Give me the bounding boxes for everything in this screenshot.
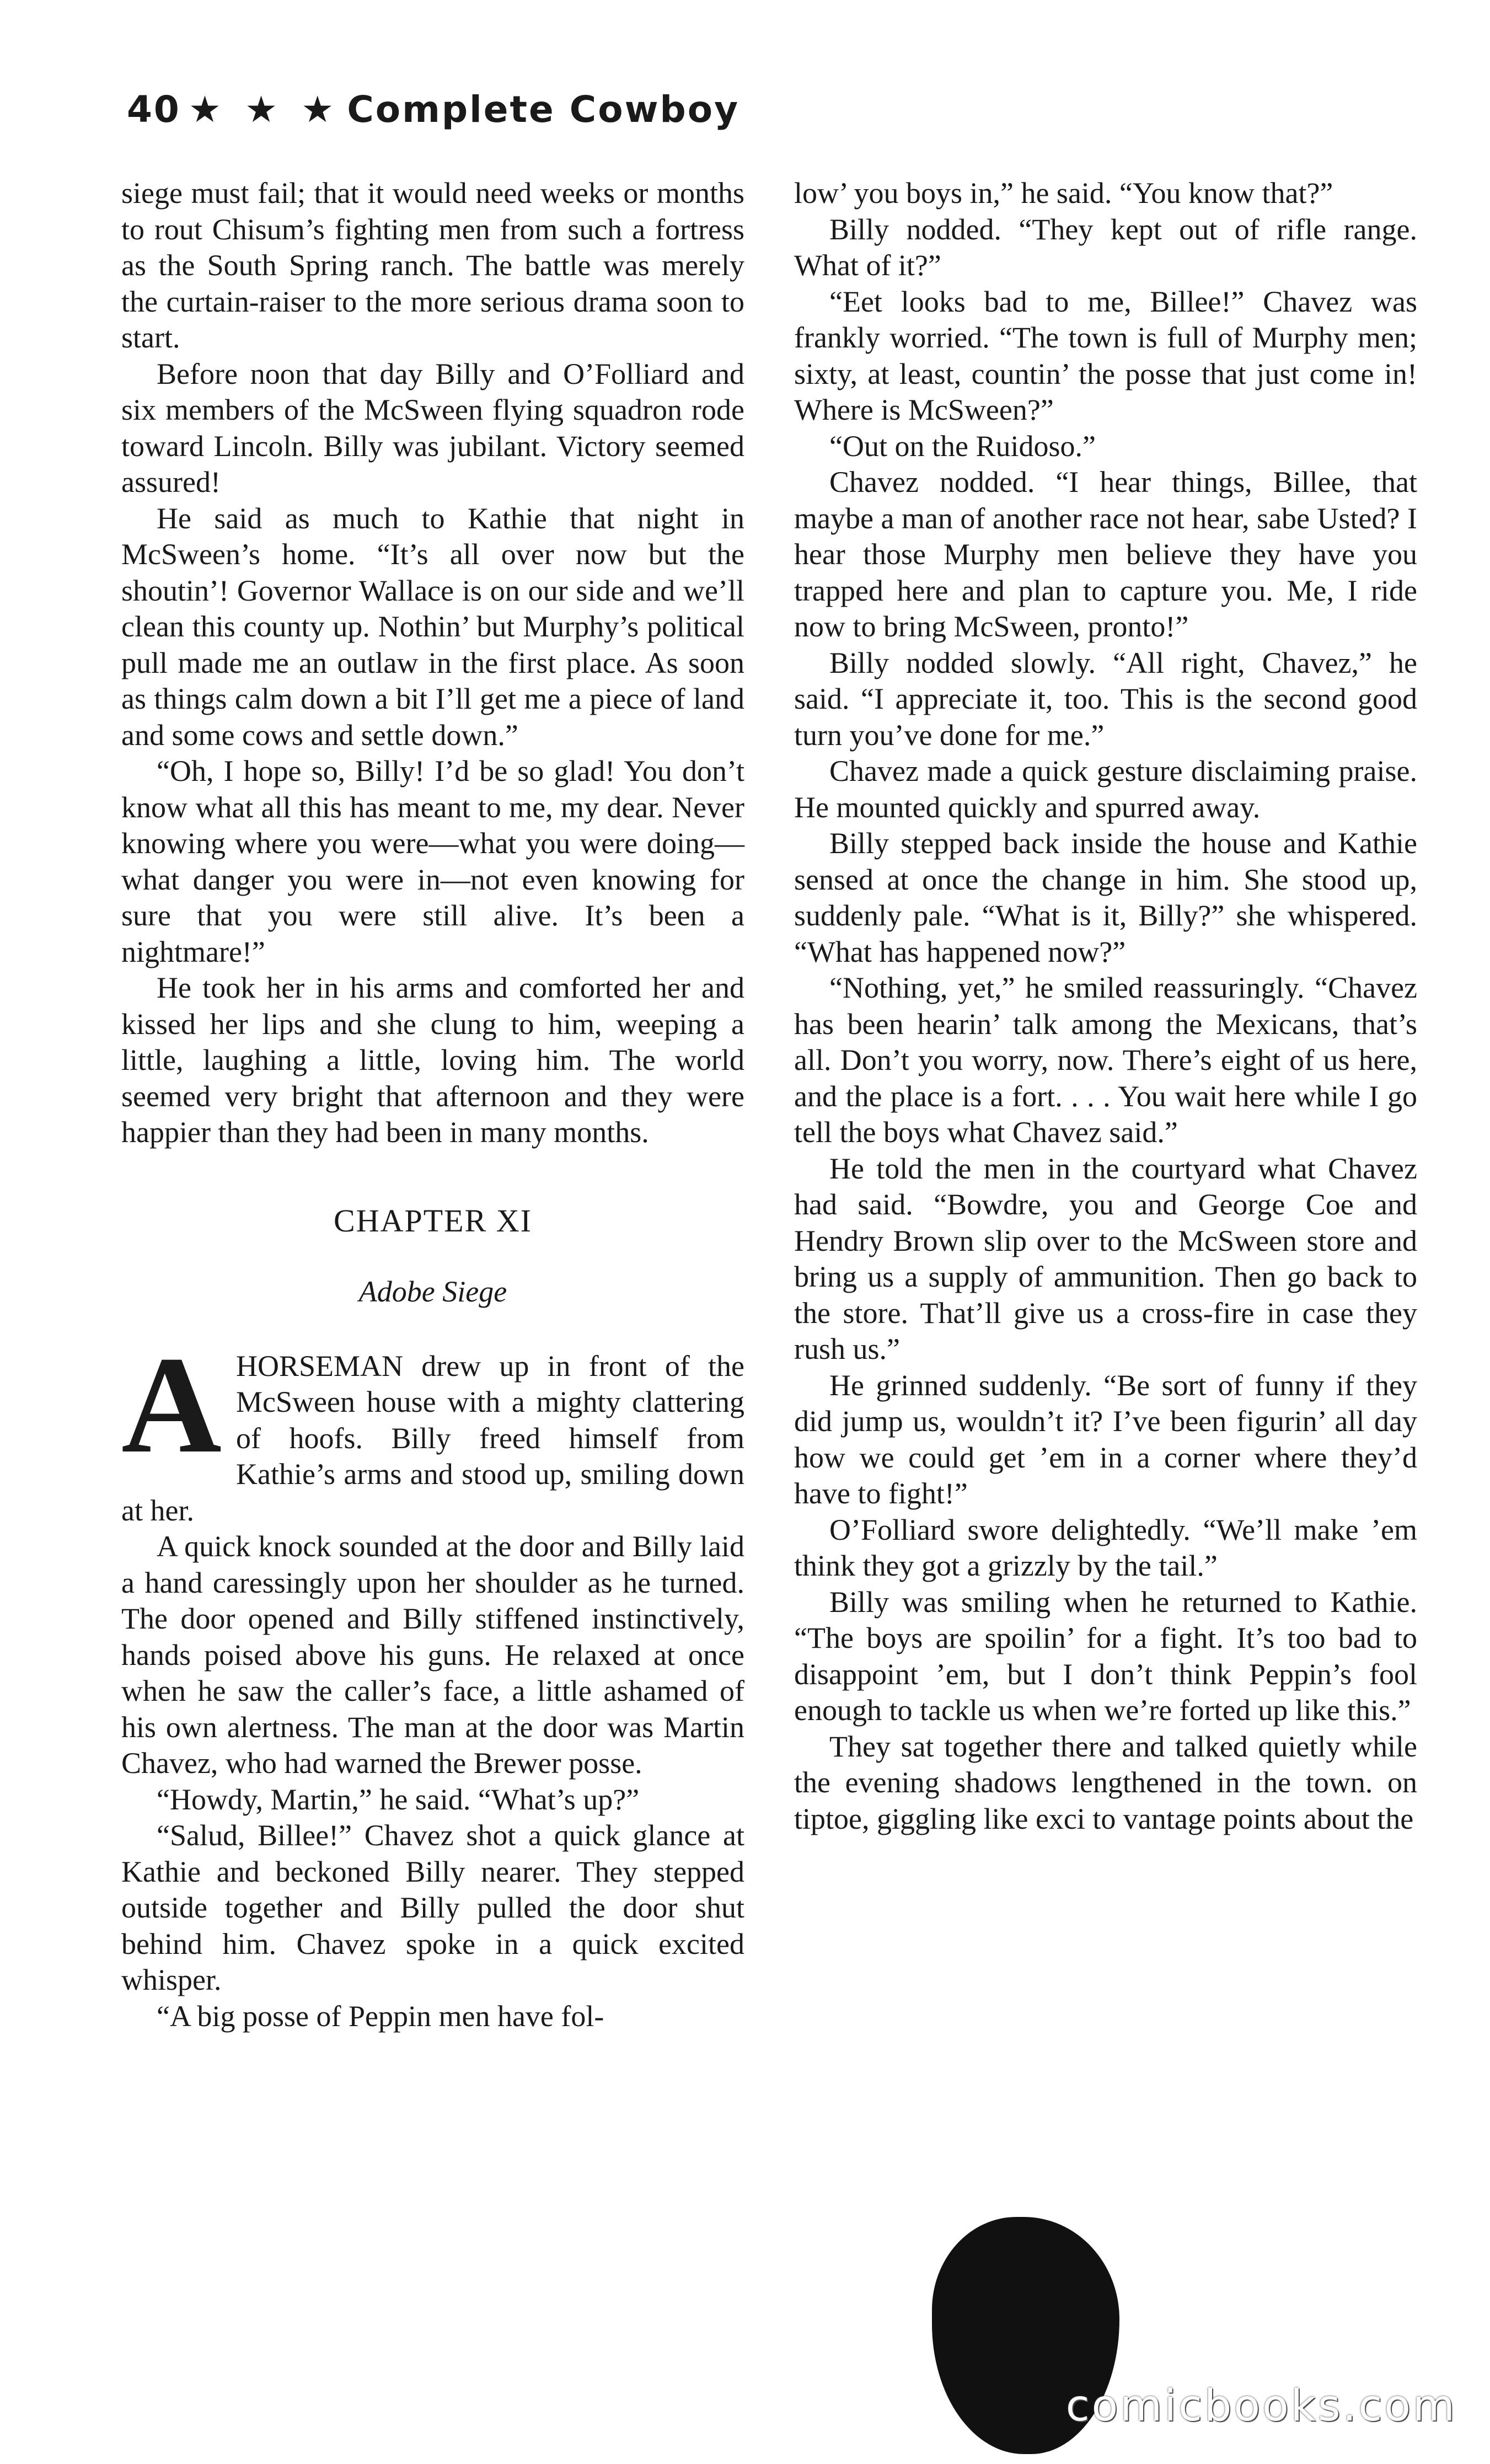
paragraph: “Salud, Billee!” Chavez shot a quick glance at Kathie and beckoned Billy nearer. They stepped outside together and Billy pulled the door shut behind him. Chavez spoke in a quick excited whisper.	[121, 1819, 744, 1996]
paragraph: Billy nodded slowly. “All right, Chavez,” he said. “I appreciate it, too. This is the second good turn you’ve done for me.”	[794, 646, 1417, 752]
paragraph: low’ you boys in,” he said. “You know that?”	[794, 176, 1333, 210]
page-header	[127, 88, 739, 131]
paragraph: He said as much to Kathie that night in McSween’s home. “It’s all over now but the shoutin’! Governor Wallace is on our side and we’ll clean this county up. Nothin’ but Murphy’s political pull made me an outlaw in the first place. As soon as things calm down a bit I’ll get me a piece of land and some cows and settle down.”	[121, 501, 744, 752]
paragraph: Billy was smiling when he returned to Kathie. “The boys are spoilin’ for a fight. It’s too bad to disappoint ’em, but I don’t think Peppin’s fool enough to tackle us when we’re forted up like this.”	[794, 1585, 1417, 1727]
watermark: comicbooks.com	[1065, 2381, 1457, 2431]
right-column	[794, 175, 1417, 1837]
paragraph: He took her in his arms and comforted her and kissed her lips and she clung to him, weeping a little, laughing a little, loving him. The world seemed very bright that afternoon and they were happier than they had been in many months.	[121, 971, 744, 1149]
stars-ornament: ★ ★ ★	[188, 88, 340, 131]
chapter-subtitle: Adobe Siege	[358, 1274, 507, 1308]
paragraph: “Howdy, Martin,” he said. “What’s up?”	[157, 1782, 640, 1816]
paragraph: Before noon that day Billy and O’Folliard and six members of the McSween flying squadron rode toward Lincoln. Billy was jubilant. Victory seemed assured!	[121, 357, 744, 499]
paragraph: They sat together there and talked quietly while the evening shadows lengthened in the town. on tiptoe, giggling like exci to vantage points about the	[794, 1729, 1417, 1835]
paragraph: O’Folliard swore delightedly. “We’ll make ’em think they got a grizzly by the tail.”	[794, 1513, 1417, 1582]
chapter-title: CHAPTER XI	[334, 1202, 532, 1239]
left-column	[121, 175, 744, 2034]
paragraph: siege must fail; that it would need weeks or months to rout Chisum’s fighting men from such a fortress as the South Spring ranch. The battle was merely the curtain-raiser to the more serious drama soon to start.	[121, 176, 744, 354]
magazine-title: Complete Cowboy	[347, 88, 740, 131]
paragraph: Chavez made a quick gesture disclaiming praise. He mounted quickly and spurred away.	[794, 754, 1417, 824]
paragraph: “Oh, I hope so, Billy! I’d be so glad! You don’t know what all this has meant to me, my dear. Never knowing where you were—what you were doing—what danger you were in—not even knowing for sure that you were still alive. It’s been a nightmare!”	[121, 754, 744, 968]
paragraph: He told the men in the courtyard what Chavez had said. “Bowdre, you and George Coe and Hendry Brown slip over to the McSween store and bring us a supply of ammunition. Then go back to the store. That’ll give us a cross-fire in case they rush us.”	[794, 1151, 1417, 1365]
drop-cap: A	[121, 1327, 222, 1482]
paragraph: Billy nodded. “They kept out of rifle range. What of it?”	[794, 212, 1417, 282]
page-number: 40	[127, 88, 181, 131]
paragraph: “A big posse of Peppin men have fol-	[157, 1999, 604, 2033]
lead-paragraph: HORSEMAN drew up in front of the McSween house with a mighty clattering of hoofs. Billy freed himself from Kathie’s arms and stood up, smiling down at her.	[121, 1349, 744, 1527]
paragraph: He grinned suddenly. “Be sort of funny if they did jump us, wouldn’t it? I’ve been figurin’ all day how we could get ’em in a corner where they’d have to fight!”	[794, 1368, 1417, 1510]
paragraph: Chavez nodded. “I hear things, Billee, that maybe a man of another race not hear, sabe Usted? I hear those Murphy men believe they have you trapped here and plan to capture you. Me, I ride now to bring McSween, pronto!”	[794, 465, 1417, 643]
paragraph: Billy stepped back inside the house and Kathie sensed at once the change in him. She stood up, suddenly pale. “What is it, Billy?” she whispered. “What has happened now?”	[794, 827, 1417, 968]
paragraph: “Nothing, yet,” he smiled reassuringly. “Chavez has been hearin’ talk among the Mexicans, that’s all. Don’t you worry, now. There’s eight of us here, and the place is a fort. . . . You wait here while I go tell the boys what Chavez said.”	[794, 971, 1417, 1149]
paragraph: “Out on the Ruidoso.”	[829, 429, 1096, 463]
paragraph: A quick knock sounded at the door and Billy laid a hand caressingly upon her shoulder as he turned. The door opened and Billy stiffened instinctively, hands poised above his guns. He relaxed at once when he saw the caller’s face, a little ashamed of his own alertness. The man at the door was Martin Chavez, who had warned the Brewer posse.	[121, 1530, 744, 1780]
paragraph: “Eet looks bad to me, Billee!” Chavez was frankly worried. “The town is full of Murphy men; sixty, at least, countin’ the posse that just come in! Where is McSween?”	[794, 285, 1417, 426]
